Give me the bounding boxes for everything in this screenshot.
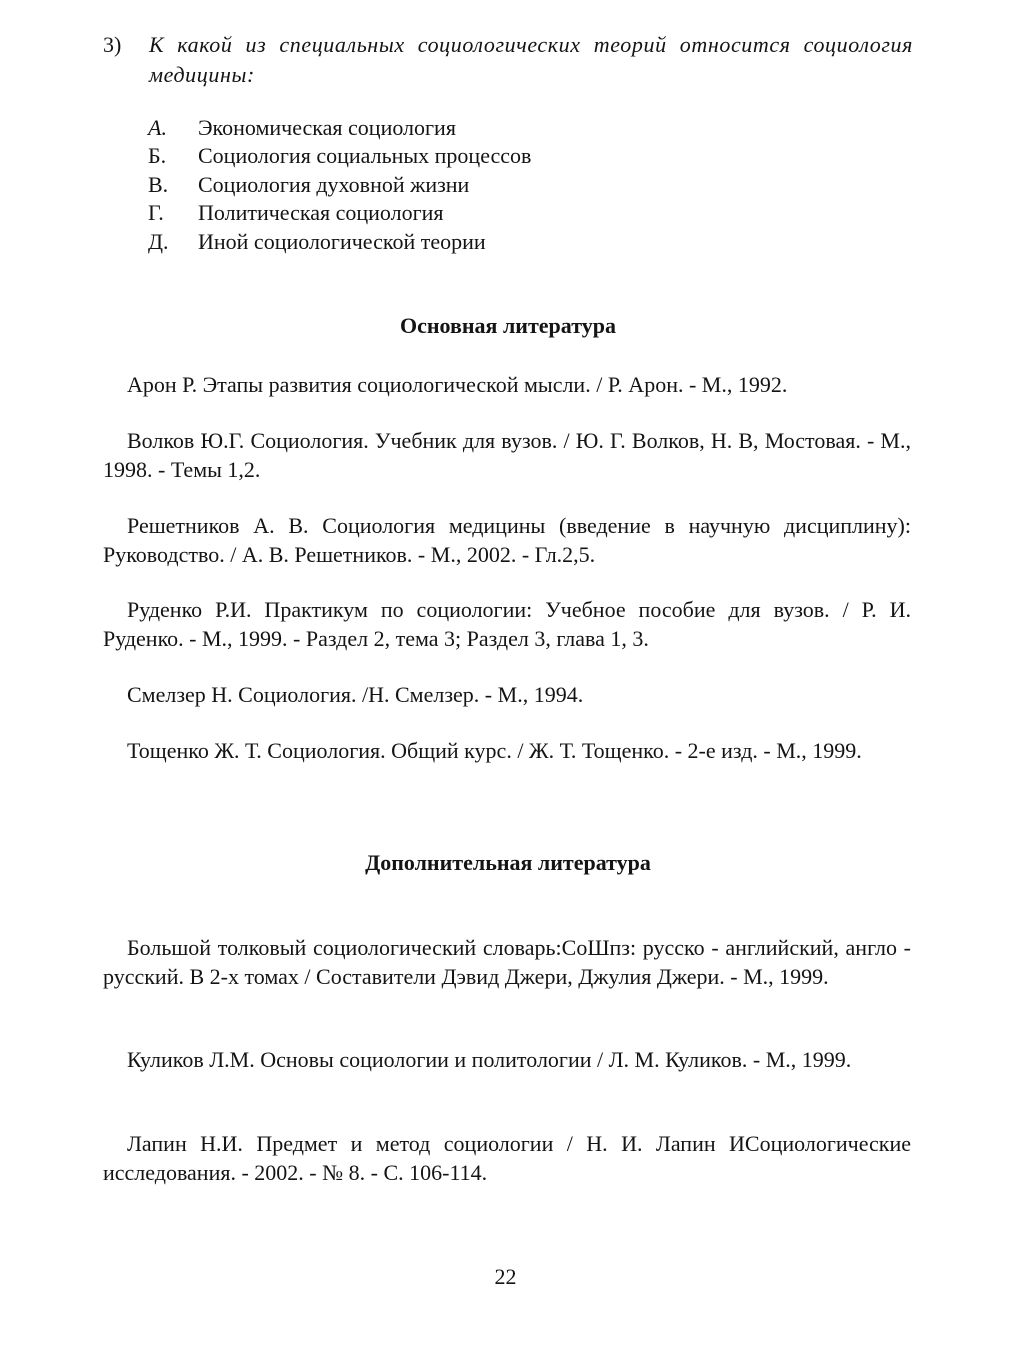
additional-literature-heading: Дополнительная литература	[365, 850, 651, 875]
question-number: 3)	[103, 32, 122, 57]
reference-item: Смелзер Н. Социология. /Н. Смелзер. - М., 1994.	[127, 682, 584, 707]
option-letter: Д.	[148, 228, 169, 254]
question-text: К какой из специальных социологических теорий относится социология медицины:	[149, 32, 913, 87]
option-letter: В.	[148, 171, 169, 197]
option-letter: Б.	[148, 143, 167, 169]
answer-option	[148, 171, 531, 199]
reference-item: Куликов Л.М. Основы социологии и политологии / Л. М. Куликов. - М., 1999.	[127, 1047, 852, 1072]
main-literature-heading: Основная литература	[400, 313, 616, 338]
option-text: Социология социальных процессов	[198, 143, 532, 169]
option-text: Иной социологической теории	[198, 228, 486, 254]
answer-option	[148, 142, 531, 170]
reference-item: Арон Р. Этапы развития социологической мысли. / Р. Арон. - М., 1992.	[127, 372, 788, 397]
answer-option	[148, 228, 531, 256]
answer-options	[148, 114, 531, 256]
answer-option	[148, 199, 531, 227]
reference-item: Руденко Р.И. Практикум по социологии: Учебное пособие для вузов. / Р. И. Руденко. - М., 1999. - Раздел 2, тема 3; Раздел 3, глава 1, 3.	[103, 597, 911, 651]
reference-item: Большой толковый социологический словарь:CoШпз: русско - английский, англо - русский. В 2-х томах / Составители Дэвид Джери, Джулия Джери. - М., 1999.	[103, 935, 911, 989]
reference-item: Лапин Н.И. Предмет и метод социологии / Н. И. Лапин ИСоциологические исследования. - 2002. - № 8. - С. 106-114.	[103, 1131, 911, 1185]
test-question	[103, 30, 913, 90]
option-letter: Г.	[148, 200, 164, 226]
reference-item: Волков Ю.Г. Социология. Учебник для вузов. / Ю. Г. Волков, Н. В, Мостовая. - М., 1998. - Темы 1,2.	[103, 428, 911, 482]
page-number: 22	[494, 1264, 517, 1289]
option-text: Политическая социология	[198, 200, 444, 226]
answer-option	[148, 114, 531, 142]
reference-item: Тощенко Ж. Т. Социология. Общий курс. / Ж. Т. Тощенко. - 2-е изд. - М., 1999.	[127, 738, 862, 763]
option-text: Экономическая социология	[198, 115, 456, 140]
option-letter: А.	[148, 115, 167, 140]
reference-item: Решетников А. В. Социология медицины (введение в научную дисциплину): Руководство. / А. В. Решетников. - М., 2002. - Гл.2,5.	[103, 513, 911, 567]
option-text: Социология духовной жизни	[198, 171, 470, 197]
